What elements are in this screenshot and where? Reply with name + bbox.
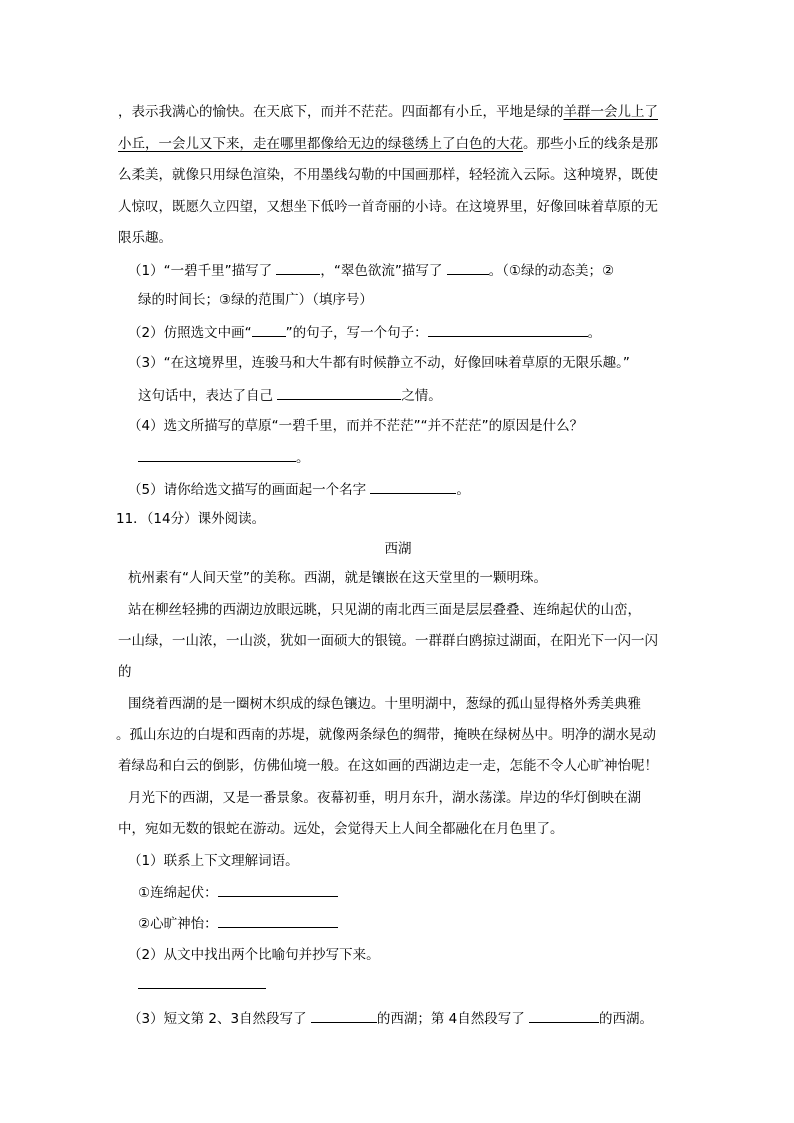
text: 。（①绿的动态美；② — [488, 263, 615, 279]
answer-blank[interactable] — [277, 385, 401, 400]
text: 。 — [296, 450, 310, 466]
question-2 — [128, 322, 601, 342]
text: （3）短文第 2、3自然段写了 — [128, 1011, 307, 1027]
question-3-cont — [138, 385, 442, 405]
underlined-text: 小丘，一会儿又下来，走在哪里都像给无边的绿毯绣上了白色的大花 — [118, 136, 523, 152]
sub-question-1: （1）联系上下文理解词语。 — [128, 853, 299, 869]
text: 。 — [456, 482, 470, 498]
text: 之情。 — [401, 388, 442, 404]
passage2-p3-line2: 。孤山东边的白堤和西南的苏堤，就像两条绿色的绸带，掩映在绿树丛中。明净的湖水晃动 — [116, 727, 656, 743]
text: （5）请你给选文描写的画面起一个名字 — [128, 482, 367, 498]
answer-blank[interactable] — [138, 447, 296, 462]
sub-question-1a — [138, 882, 338, 902]
passage-title: 西湖 — [384, 541, 412, 557]
passage2-p4-line2: 中，宛如无数的银蛇在游动。远处，会觉得天上人间全都融化在月色里了。 — [118, 821, 564, 837]
question-5 — [128, 479, 470, 499]
answer-blank[interactable] — [218, 913, 338, 928]
text: 。 — [587, 325, 602, 341]
passage2-p3-line1: 围绕着西湖的是一圈树木织成的绿色镶边。十里明湖中，葱绿的孤山显得格外秀美典雅 — [128, 696, 641, 712]
passage2-p3-line3: 着绿岛和白云的倒影，仿佛仙境一般。在这如画的西湖边走一走，怎能不令人心旷神怡呢！ — [118, 758, 658, 774]
text: ①连绵起伏： — [138, 885, 218, 901]
text: 这句话中，表达了自己 — [138, 388, 273, 404]
answer-blank[interactable] — [311, 1008, 377, 1023]
question-3: （3）“在这境界里，连骏马和大牛都有时候静立不动，好像回味着草原的无限乐趣。” — [128, 355, 630, 371]
passage1-line2 — [118, 134, 658, 154]
answer-blank[interactable] — [370, 479, 456, 494]
sub-question-1b — [138, 913, 338, 933]
text: 的西湖。 — [599, 1011, 654, 1027]
passage2-p1: 杭州素有“人间天堂”的美称。西湖，就是镶嵌在这天堂里的一颗明珠。 — [128, 570, 547, 586]
passage1-line5: 限乐趣。 — [118, 230, 172, 246]
answer-blank[interactable] — [428, 322, 588, 337]
question-4: （4）选文所描写的草原“一碧千里，而并不茫茫”“并不茫茫”的原因是什么？ — [128, 418, 584, 434]
question-11-heading: 11．（14分）课外阅读。 — [116, 511, 266, 527]
text: （2）仿照选文中画“ — [128, 325, 252, 341]
text: ，“翠色欲流”描写了 — [320, 263, 443, 279]
answer-blank[interactable] — [138, 974, 266, 989]
passage2-p2-line3: 的 — [118, 664, 132, 680]
passage1-line3: 么柔美，就像只用绿色渲染，不用墨线勾勒的中国画那样，轻轻流入云际。这种境界，既使 — [118, 167, 658, 183]
text: （1）“一碧千里”描写了 — [128, 263, 273, 279]
answer-blank[interactable] — [529, 1008, 599, 1023]
answer-blank[interactable] — [252, 322, 286, 337]
text: ，表示我满心的愉快。在天底下，而并不茫茫。四面都有小丘，平地是绿的 — [118, 104, 564, 120]
question-4-answer — [138, 447, 310, 467]
passage2-p2-line1: 站在柳丝轻拂的西湖边放眼远眺，只见湖的南北西三面是层层叠叠、连绵起伏的山峦， — [128, 602, 641, 618]
sub-question-2: （2）从文中找出两个比喻句并抄写下来。 — [128, 947, 380, 963]
text: ②心旷神怡： — [138, 916, 218, 932]
answer-blank[interactable] — [276, 260, 320, 275]
answer-blank[interactable] — [447, 260, 489, 275]
text: 的西湖；第 4自然段写了 — [376, 1011, 525, 1027]
passage1-line1 — [118, 102, 658, 122]
text: ”的句子，写一个句子： — [285, 325, 428, 341]
passage2-p2-line2: 一山绿，一山浓，一山淡，犹如一面硕大的银镜。一群群白鸥掠过湖面，在阳光下一闪一闪 — [118, 633, 658, 649]
question-1-cont: 绿的时间长；③绿的范围广）（填序号） — [138, 292, 373, 308]
question-1 — [128, 260, 614, 280]
answer-blank[interactable] — [218, 882, 338, 897]
underlined-text: 羊群一会儿上了 — [563, 104, 658, 120]
passage2-p4-line1: 月光下的西湖，又是一番景象。夜幕初垂，明月东升，湖水荡漾。岸边的华灯倒映在湖 — [128, 790, 641, 806]
text: 。那些小丘的线条是那 — [523, 136, 658, 152]
passage1-line4: 人惊叹，既愿久立四望，又想坐下低吟一首奇丽的小诗。在这境界里，好像回味着草原的无 — [118, 199, 658, 215]
sub-question-2-answer — [138, 974, 266, 994]
sub-question-3 — [128, 1008, 653, 1028]
